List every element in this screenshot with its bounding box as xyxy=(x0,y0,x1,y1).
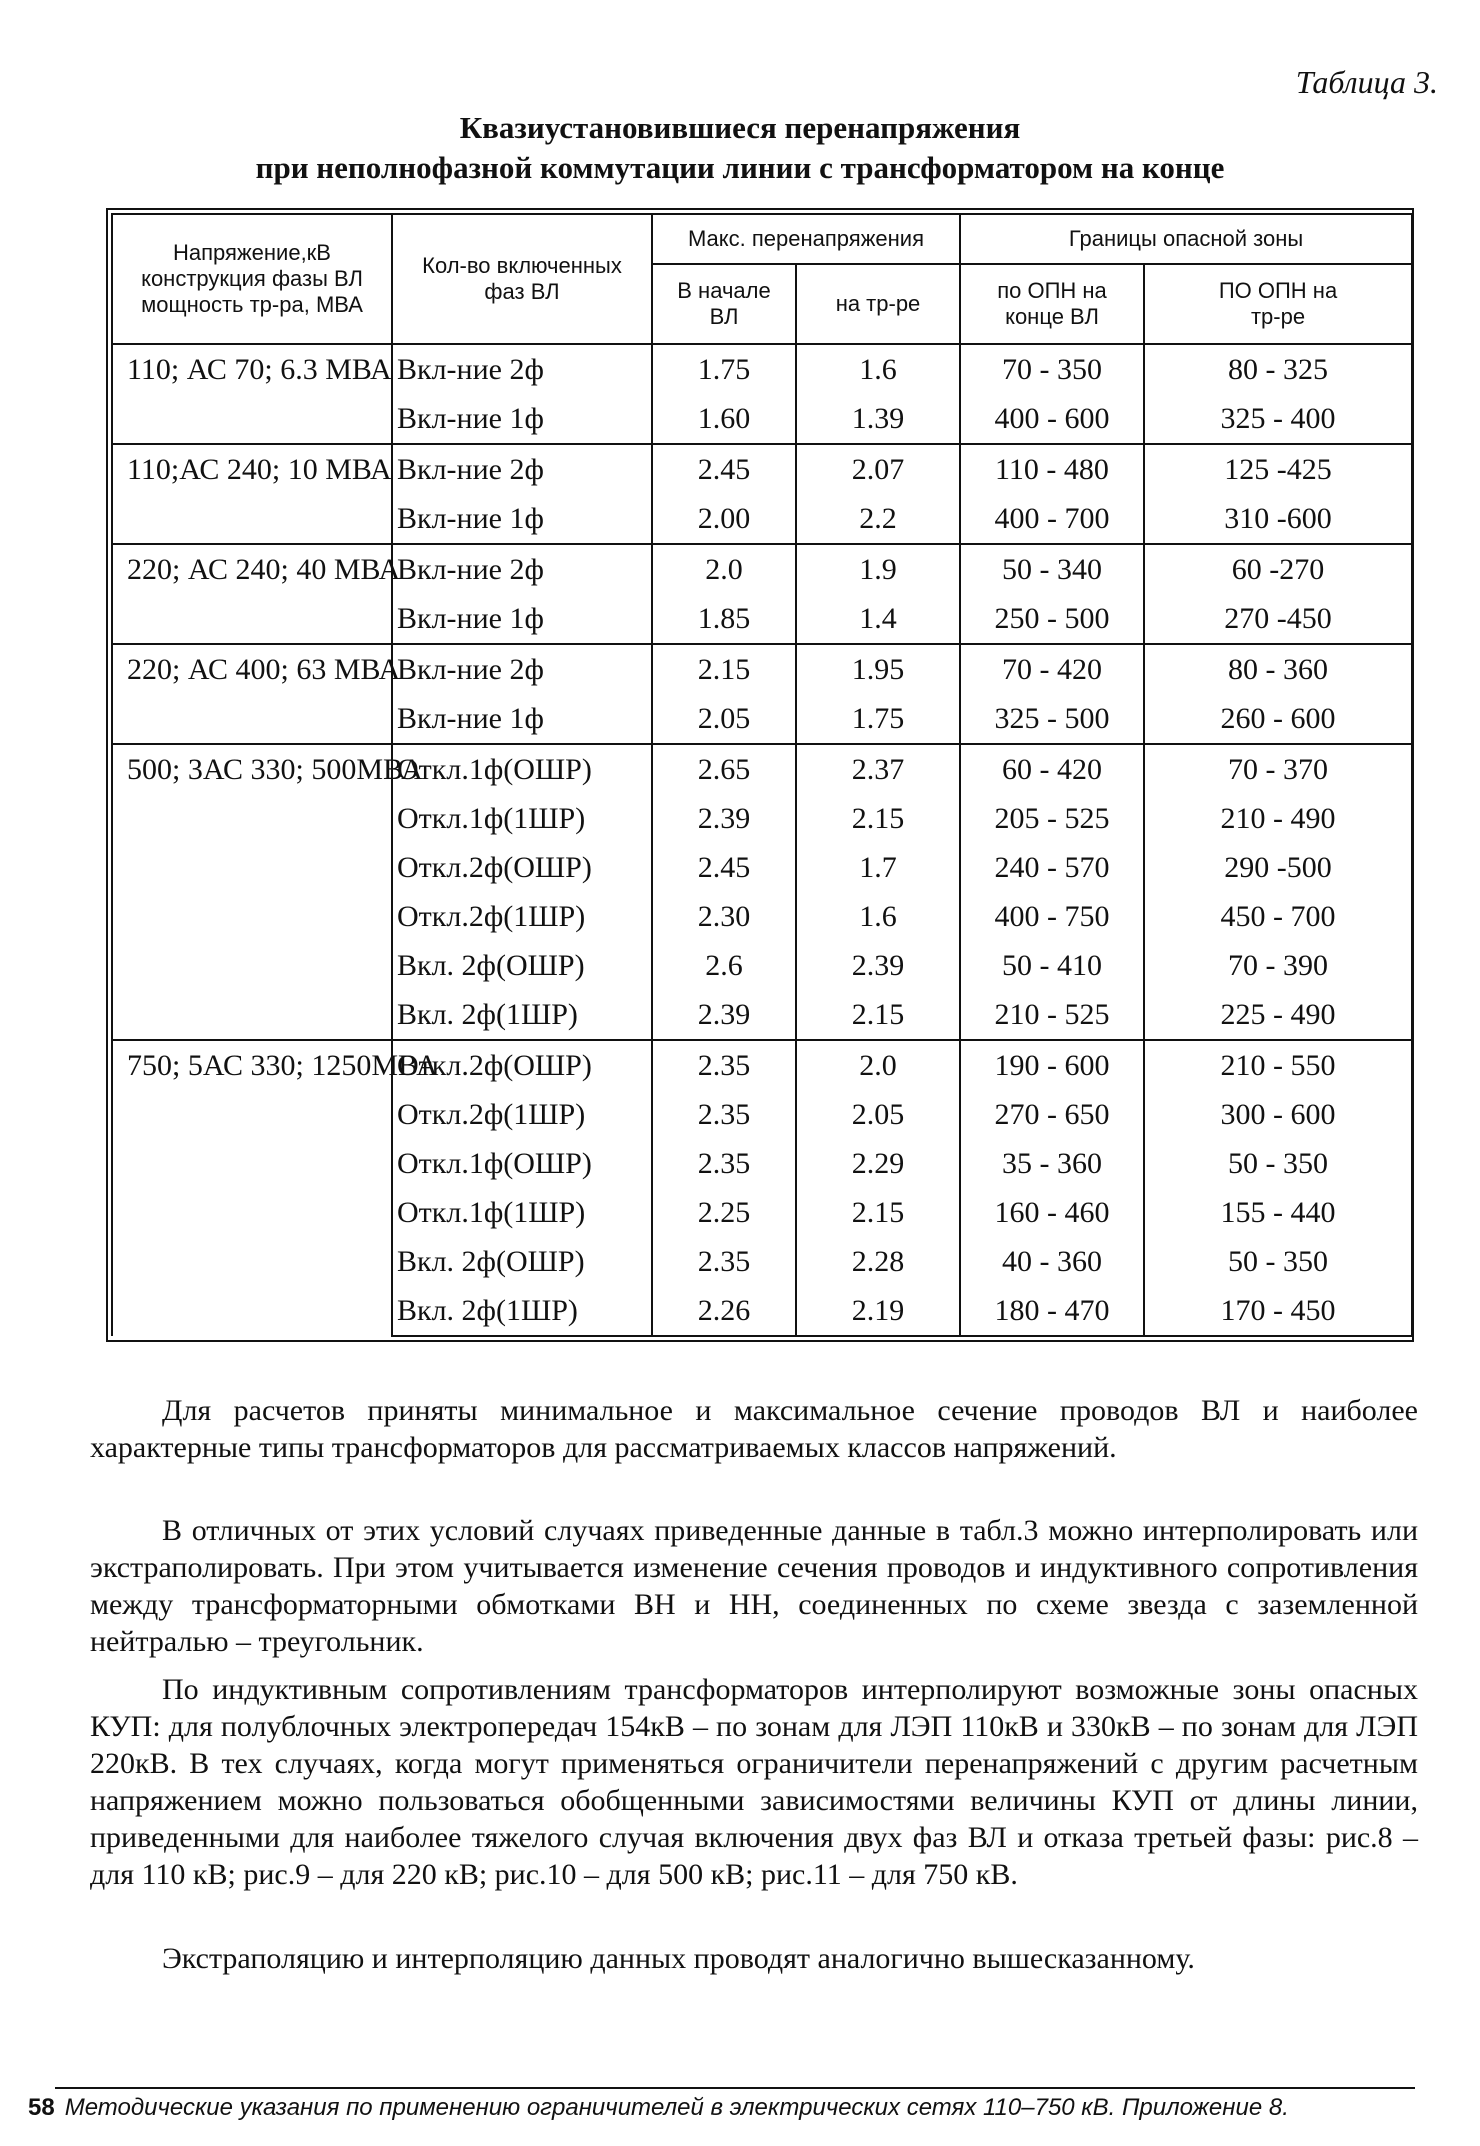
zone-transformer-value: 210 - 490 xyxy=(1144,794,1412,843)
table-row xyxy=(112,644,1412,694)
zone-transformer-value: 450 - 700 xyxy=(1144,892,1412,941)
line-start-value: 2.30 xyxy=(652,892,796,941)
zone-transformer-value: 125 -425 xyxy=(1144,444,1412,494)
zone-line-end-value: 180 - 470 xyxy=(960,1286,1144,1336)
zone-transformer-value: 325 - 400 xyxy=(1144,394,1412,444)
line-start-value: 2.0 xyxy=(652,544,796,594)
page-footer xyxy=(28,2094,1448,2122)
transformer-value: 2.37 xyxy=(796,744,960,794)
zone-line-end-value: 190 - 600 xyxy=(960,1040,1144,1090)
table-row xyxy=(112,544,1412,594)
line-start-value: 2.39 xyxy=(652,794,796,843)
line-start-value: 2.45 xyxy=(652,444,796,494)
line-start-value: 2.35 xyxy=(652,1237,796,1286)
transformer-value: 2.05 xyxy=(796,1090,960,1139)
page-number: 58 xyxy=(28,2094,55,2121)
paragraph-3: По индуктивным сопротивлениям трансформаторов интерполируют возможные зоны опасных КУП: для полублочных электропередач 154кВ – по зонам для ЛЭП 110кВ и 330кВ – по зонам для ЛЭП 220кВ. В тех случаях, когда могут применяться ограничители перенапряжений с другим расчетным напряжением можно пользоваться обобщенными зависимостями величины КУП от длины линии, приведенными для наиболее тяжелого случая включения двух фаз ВЛ и отказа третьей фазы: рис.8 – для 110 кВ; рис.9 – для 220 кВ; рис.10 – для 500 кВ; рис.11 – для 750 кВ. xyxy=(90,1673,1418,1891)
phase-cell: Откл.2ф(1ШР) xyxy=(392,1090,652,1139)
voltage-config-cell: 110;АС 240; 10 МВА xyxy=(112,444,392,544)
line-start-value: 2.65 xyxy=(652,744,796,794)
line-start-value: 2.26 xyxy=(652,1286,796,1336)
table-body xyxy=(112,344,1412,1336)
phase-cell: Вкл-ние 1ф xyxy=(392,494,652,544)
zone-transformer-value: 50 - 350 xyxy=(1144,1139,1412,1188)
header-max-overvoltage: Макс. перенапряжения xyxy=(652,214,960,264)
header-surge-arrester-transformer: ПО ОПН на тр-ре xyxy=(1144,264,1412,344)
transformer-value: 1.9 xyxy=(796,544,960,594)
transformer-value: 2.07 xyxy=(796,444,960,494)
overvoltage-table xyxy=(111,213,1413,1337)
zone-transformer-value: 155 - 440 xyxy=(1144,1188,1412,1237)
transformer-value: 1.95 xyxy=(796,644,960,694)
table-title-line-1: Квазиустановившиеся перенапряжения xyxy=(459,110,1021,145)
line-start-value: 2.45 xyxy=(652,843,796,892)
zone-transformer-value: 70 - 370 xyxy=(1144,744,1412,794)
line-start-value: 1.85 xyxy=(652,594,796,644)
phase-cell: Вкл. 2ф(ОШР) xyxy=(392,941,652,990)
zone-line-end-value: 325 - 500 xyxy=(960,694,1144,744)
phase-cell: Вкл. 2ф(1ШР) xyxy=(392,1286,652,1336)
table-row xyxy=(112,444,1412,494)
transformer-value: 2.39 xyxy=(796,941,960,990)
voltage-config-cell: 220; АС 400; 63 МВА xyxy=(112,644,392,744)
zone-line-end-value: 50 - 410 xyxy=(960,941,1144,990)
phase-cell: Вкл-ние 2ф xyxy=(392,644,652,694)
zone-transformer-value: 50 - 350 xyxy=(1144,1237,1412,1286)
line-start-value: 2.35 xyxy=(652,1139,796,1188)
table-title xyxy=(0,108,1480,188)
transformer-value: 2.15 xyxy=(796,990,960,1040)
transformer-value: 1.4 xyxy=(796,594,960,644)
line-start-value: 2.00 xyxy=(652,494,796,544)
transformer-value: 2.19 xyxy=(796,1286,960,1336)
zone-transformer-value: 210 - 550 xyxy=(1144,1040,1412,1090)
phase-cell: Откл.1ф(1ШР) xyxy=(392,794,652,843)
phase-cell: Откл.2ф(1ШР) xyxy=(392,892,652,941)
header-surge-arrester-line-end: по ОПН на конце ВЛ xyxy=(960,264,1144,344)
voltage-config-cell: 750; 5АС 330; 1250МВА xyxy=(112,1040,392,1336)
transformer-value: 1.6 xyxy=(796,892,960,941)
zone-line-end-value: 70 - 420 xyxy=(960,644,1144,694)
table-row xyxy=(112,1040,1412,1090)
table-number-label: Таблица 3. xyxy=(1295,64,1438,100)
header-at-transformer: на тр-ре xyxy=(796,264,960,344)
paragraph-4: Экстраполяцию и интерполяцию данных проводят аналогично вышесказанному. xyxy=(162,1942,1195,1975)
transformer-value: 2.15 xyxy=(796,1188,960,1237)
zone-line-end-value: 40 - 360 xyxy=(960,1237,1144,1286)
phase-cell: Откл.1ф(ОШР) xyxy=(392,1139,652,1188)
phase-cell: Вкл-ние 2ф xyxy=(392,544,652,594)
header-phase-count: Кол-во включенных фаз ВЛ xyxy=(392,214,652,344)
phase-cell: Вкл. 2ф(ОШР) xyxy=(392,1237,652,1286)
phase-cell: Откл.1ф(1ШР) xyxy=(392,1188,652,1237)
zone-line-end-value: 400 - 750 xyxy=(960,892,1144,941)
phase-cell: Вкл-ние 2ф xyxy=(392,344,652,394)
voltage-config-cell: 220; АС 240; 40 МВА xyxy=(112,544,392,644)
transformer-value: 2.29 xyxy=(796,1139,960,1188)
table-title-line-2: при неполнофазной коммутации линии с трансформатором на конце xyxy=(255,150,1225,185)
header-danger-zone-bounds: Границы опасной зоны xyxy=(960,214,1412,264)
zone-line-end-value: 400 - 700 xyxy=(960,494,1144,544)
phase-cell: Вкл-ние 1ф xyxy=(392,394,652,444)
transformer-value: 1.7 xyxy=(796,843,960,892)
zone-line-end-value: 60 - 420 xyxy=(960,744,1144,794)
zone-transformer-value: 290 -500 xyxy=(1144,843,1412,892)
transformer-value: 1.39 xyxy=(796,394,960,444)
line-start-value: 1.60 xyxy=(652,394,796,444)
zone-transformer-value: 70 - 390 xyxy=(1144,941,1412,990)
voltage-config-cell: 110; АС 70; 6.3 МВА xyxy=(112,344,392,444)
line-start-value: 2.6 xyxy=(652,941,796,990)
phase-cell: Вкл-ние 1ф xyxy=(392,694,652,744)
overvoltage-table-frame xyxy=(106,208,1414,1342)
line-start-value: 2.05 xyxy=(652,694,796,744)
footer-text: Методические указания по применению ограничителей в электрических сетях 110–750 кВ. Приложение 8. xyxy=(64,2094,1289,2121)
voltage-config-cell: 500; 3АС 330; 500МВА xyxy=(112,744,392,1040)
phase-cell: Вкл-ние 1ф xyxy=(392,594,652,644)
zone-transformer-value: 80 - 360 xyxy=(1144,644,1412,694)
line-start-value: 2.25 xyxy=(652,1188,796,1237)
transformer-value: 2.2 xyxy=(796,494,960,544)
phase-cell: Откл.2ф(ОШР) xyxy=(392,843,652,892)
zone-transformer-value: 310 -600 xyxy=(1144,494,1412,544)
phase-cell: Откл.2ф(ОШР) xyxy=(392,1040,652,1090)
transformer-value: 1.75 xyxy=(796,694,960,744)
zone-transformer-value: 60 -270 xyxy=(1144,544,1412,594)
line-start-value: 2.39 xyxy=(652,990,796,1040)
transformer-value: 2.0 xyxy=(796,1040,960,1090)
table-header xyxy=(112,214,1412,344)
zone-line-end-value: 160 - 460 xyxy=(960,1188,1144,1237)
zone-line-end-value: 35 - 360 xyxy=(960,1139,1144,1188)
header-line-start: В начале ВЛ xyxy=(652,264,796,344)
transformer-value: 1.6 xyxy=(796,344,960,394)
transformer-value: 2.28 xyxy=(796,1237,960,1286)
line-start-value: 2.15 xyxy=(652,644,796,694)
zone-line-end-value: 50 - 340 xyxy=(960,544,1144,594)
table-row xyxy=(112,744,1412,794)
zone-line-end-value: 70 - 350 xyxy=(960,344,1144,394)
zone-line-end-value: 400 - 600 xyxy=(960,394,1144,444)
zone-line-end-value: 205 - 525 xyxy=(960,794,1144,843)
paragraph-1: Для расчетов приняты минимальное и максимальное сечение проводов ВЛ и наиболее характерные типы трансформаторов для рассматриваемых классов напряжений. xyxy=(90,1394,1418,1464)
phase-cell: Откл.1ф(ОШР) xyxy=(392,744,652,794)
footer-divider xyxy=(55,2087,1415,2089)
zone-transformer-value: 300 - 600 xyxy=(1144,1090,1412,1139)
table-row xyxy=(112,344,1412,394)
paragraph-2: В отличных от этих условий случаях приведенные данные в табл.3 можно интерполировать или экстраполировать. При этом учитывается изменение сечения проводов и индуктивного сопротивления между трансформаторными обмотками ВН и НН, соединенных по схеме звезда с заземленной нейтралью – треугольник. xyxy=(90,1514,1418,1658)
zone-line-end-value: 110 - 480 xyxy=(960,444,1144,494)
transformer-value: 2.15 xyxy=(796,794,960,843)
zone-line-end-value: 270 - 650 xyxy=(960,1090,1144,1139)
line-start-value: 2.35 xyxy=(652,1040,796,1090)
zone-line-end-value: 250 - 500 xyxy=(960,594,1144,644)
zone-line-end-value: 210 - 525 xyxy=(960,990,1144,1040)
zone-transformer-value: 270 -450 xyxy=(1144,594,1412,644)
zone-transformer-value: 260 - 600 xyxy=(1144,694,1412,744)
zone-transformer-value: 170 - 450 xyxy=(1144,1286,1412,1336)
phase-cell: Вкл-ние 2ф xyxy=(392,444,652,494)
zone-transformer-value: 80 - 325 xyxy=(1144,344,1412,394)
phase-cell: Вкл. 2ф(1ШР) xyxy=(392,990,652,1040)
line-start-value: 2.35 xyxy=(652,1090,796,1139)
zone-transformer-value: 225 - 490 xyxy=(1144,990,1412,1040)
line-start-value: 1.75 xyxy=(652,344,796,394)
header-voltage-config: Напряжение,кВ конструкция фазы ВЛ мощность тр-ра, МВА xyxy=(112,214,392,344)
zone-line-end-value: 240 - 570 xyxy=(960,843,1144,892)
